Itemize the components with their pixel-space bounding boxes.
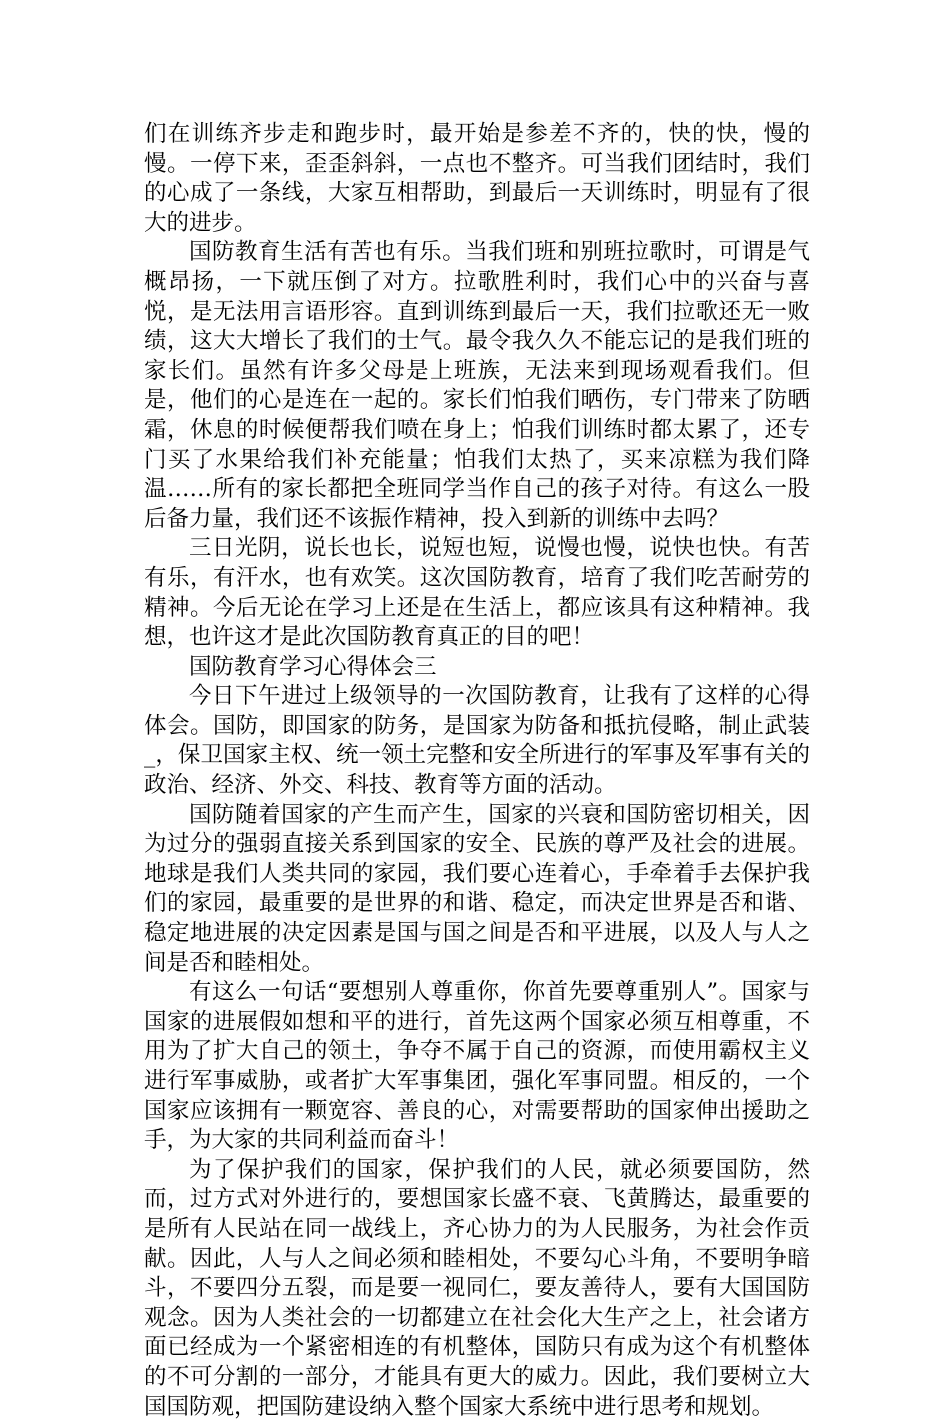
paragraph-2: 国防教育生活有苦也有乐。当我们班和别班拉歌时，可谓是气概昂扬，一下就压倒了对方。拉歌胜利时，我们心中的兴奋与喜悦，是无法用言语形容。直到训练到最后一天，我们拉歌还无一败绩，这大大增长了我们的士气。最令我久久不能忘记的是我们班的家长们。虽然有许多父母是上班族，无法来到现场观看我们。但是，他们的心是连在一起的。家长们怕我们晒伤，专门带来了防晒霜，休息的时候便帮我们喷在身上；怕我们训练时都太累了，还专门买了水果给我们补充能量；怕我们太热了，买来凉糕为我们降温……所有的家长都把全班同学当作自己的孩子对待。有这么一股后备力量，我们还不该振作精神，投入到新的训练中去吗？ (144, 239, 810, 532)
paragraph-6: 有这么一句话“要想别人尊重你，你首先要尊重别人”。国家与国家的进展假如想和平的进行，首先这两个国家必须互相尊重，不用为了扩大自己的领土，争夺不属于自己的资源，而使用霸权主义进行军事威胁，或者扩大军事集团，强化军事同盟。相反的，一个国家应该拥有一颗宽容、善良的心，对需要帮助的国家伸出援助之手，为大家的共同利益而奋斗！ (144, 979, 810, 1154)
document-page (144, 120, 810, 1422)
section-heading: 国防教育学习心得体会三 (189, 653, 437, 680)
paragraph-4: 今日下午进过上级领导的一次国防教育，让我有了这样的心得体会。国防，即国家的防务，是国家为防备和抵抗侵略，制止武装_，保卫国家主权、统一领土完整和安全所进行的军事及军事有关的政治、经济、外交、科技、教育等方面的活动。 (144, 683, 810, 799)
paragraph-5: 国防随着国家的产生而产生，国家的兴衰和国防密切相关，因为过分的强弱直接关系到国家的安全、民族的尊严及社会的进展。地球是我们人类共同的家园，我们要心连着心，手牵着手去保护我们的家园，最重要的是世界的和谐、稳定，而决定世界是否和谐、稳定地进展的决定因素是国与国之间是否和平进展，以及人与人之间是否和睦相处。 (144, 801, 810, 976)
paragraph-3: 三日光阴，说长也长，说短也短，说慢也慢，说快也快。有苦有乐，有汗水，也有欢笑。这次国防教育，培育了我们吃苦耐劳的精神。今后无论在学习上还是在生活上，都应该具有这种精神。我想，也许这才是此次国防教育真正的目的吧！ (144, 535, 810, 651)
paragraph-7: 为了保护我们的国家，保护我们的人民，就必须要国防，然而，过方式对外进行的，要想国家长盛不衰、飞黄腾达，最重要的是所有人民站在同一战线上，齐心协力的为人民服务，为社会作贡献。因此，人与人之间必须和睦相处，不要勾心斗角，不要明争暗斗，不要四分五裂，而是要一视同仁，要友善待人，要有大国国防观念。因为人类社会的一切都建立在社会化大生产之上，社会诸方面已经成为一个紧密相连的有机整体，国防只有成为这个有机整体的不可分割的一部分，才能具有更大的威力。因此，我们要树立大国国防观，把国防建设纳入整个国家大系统中进行思考和规划。 (144, 1156, 810, 1420)
paragraph-1: 们在训练齐步走和跑步时，最开始是参差不齐的，快的快，慢的慢。一停下来，歪歪斜斜，一点也不整齐。可当我们团结时，我们的心成了一条线，大家互相帮助，到最后一天训练时，明显有了很大的进步。 (144, 121, 810, 236)
